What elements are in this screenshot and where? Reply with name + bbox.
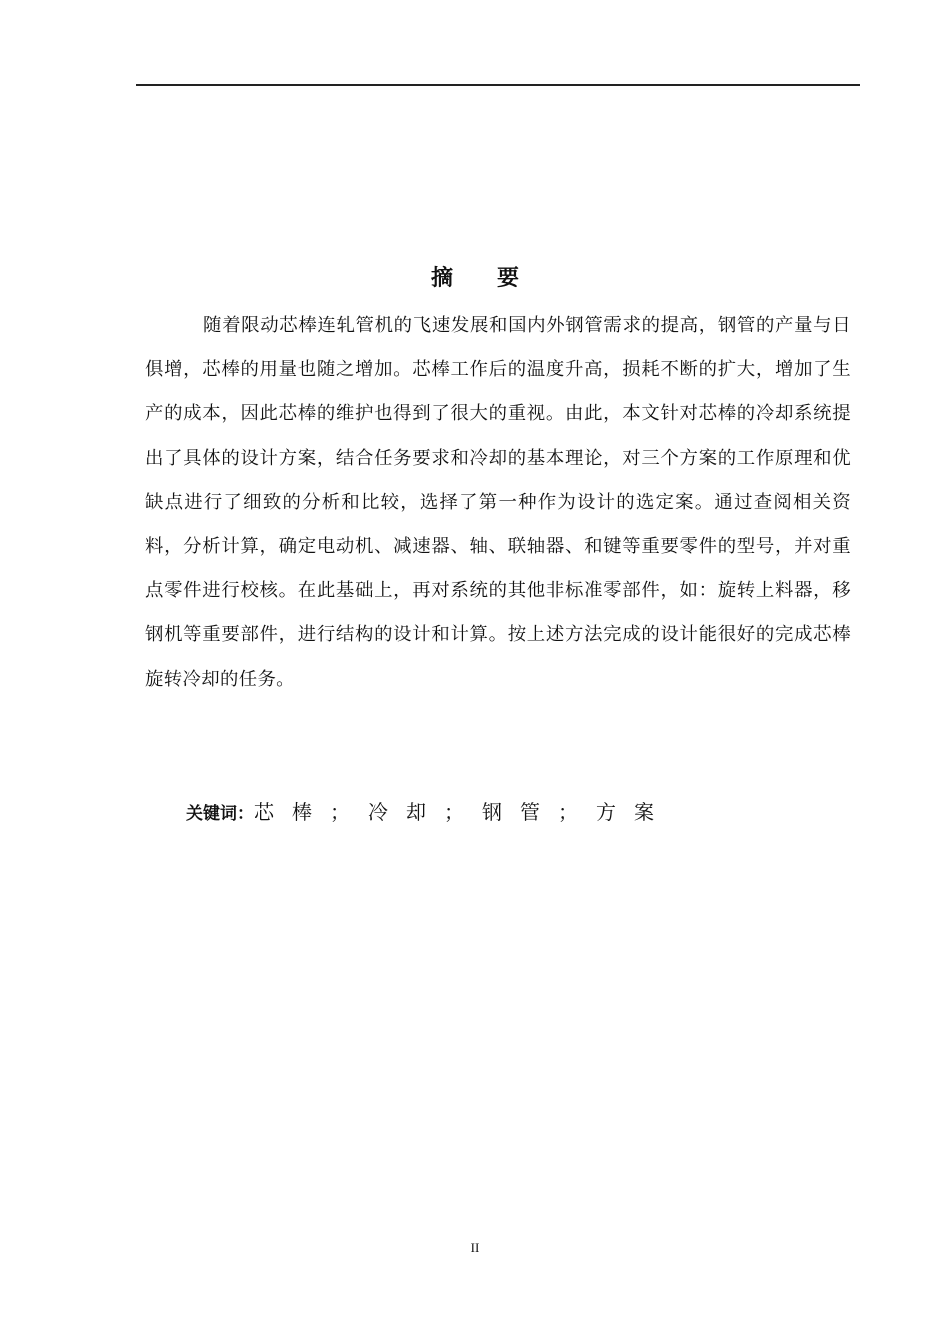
keywords-label: 关键词：: [186, 804, 254, 824]
page-title: 摘要: [430, 266, 563, 291]
keywords-line: [186, 795, 672, 831]
header-rule: [136, 84, 860, 86]
abstract-paragraph: 随着限动芯棒连轧管机的飞速发展和国内外钢管需求的提高，钢管的产量与日俱增，芯棒的用量也随之增加。芯棒工作后的温度升高，损耗不断的扩大，增加了生产的成本，因此芯棒的维护也得到了很大的重视。由此，本文针对芯棒的冷却系统提出了具体的设计方案，结合任务要求和冷却的基本理论，对三个方案的工作原理和优缺点进行了细致的分析和比较，选择了第一种作为设计的选定案。通过查阅相关资料，分析计算，确定电动机、减速器、轴、联轴器、和键等重要零件的型号，并对重点零件进行校核。在此基础上，再对系统的其他非标准零部件，如：旋转上料器，移钢机等重要部件，进行结构的设计和计算。按上述方法完成的设计能很好的完成芯棒旋转冷却的任务。: [145, 315, 851, 690]
keywords-values: 芯棒；冷却；钢管；方案: [254, 800, 672, 824]
page-number: II: [470, 1240, 480, 1255]
